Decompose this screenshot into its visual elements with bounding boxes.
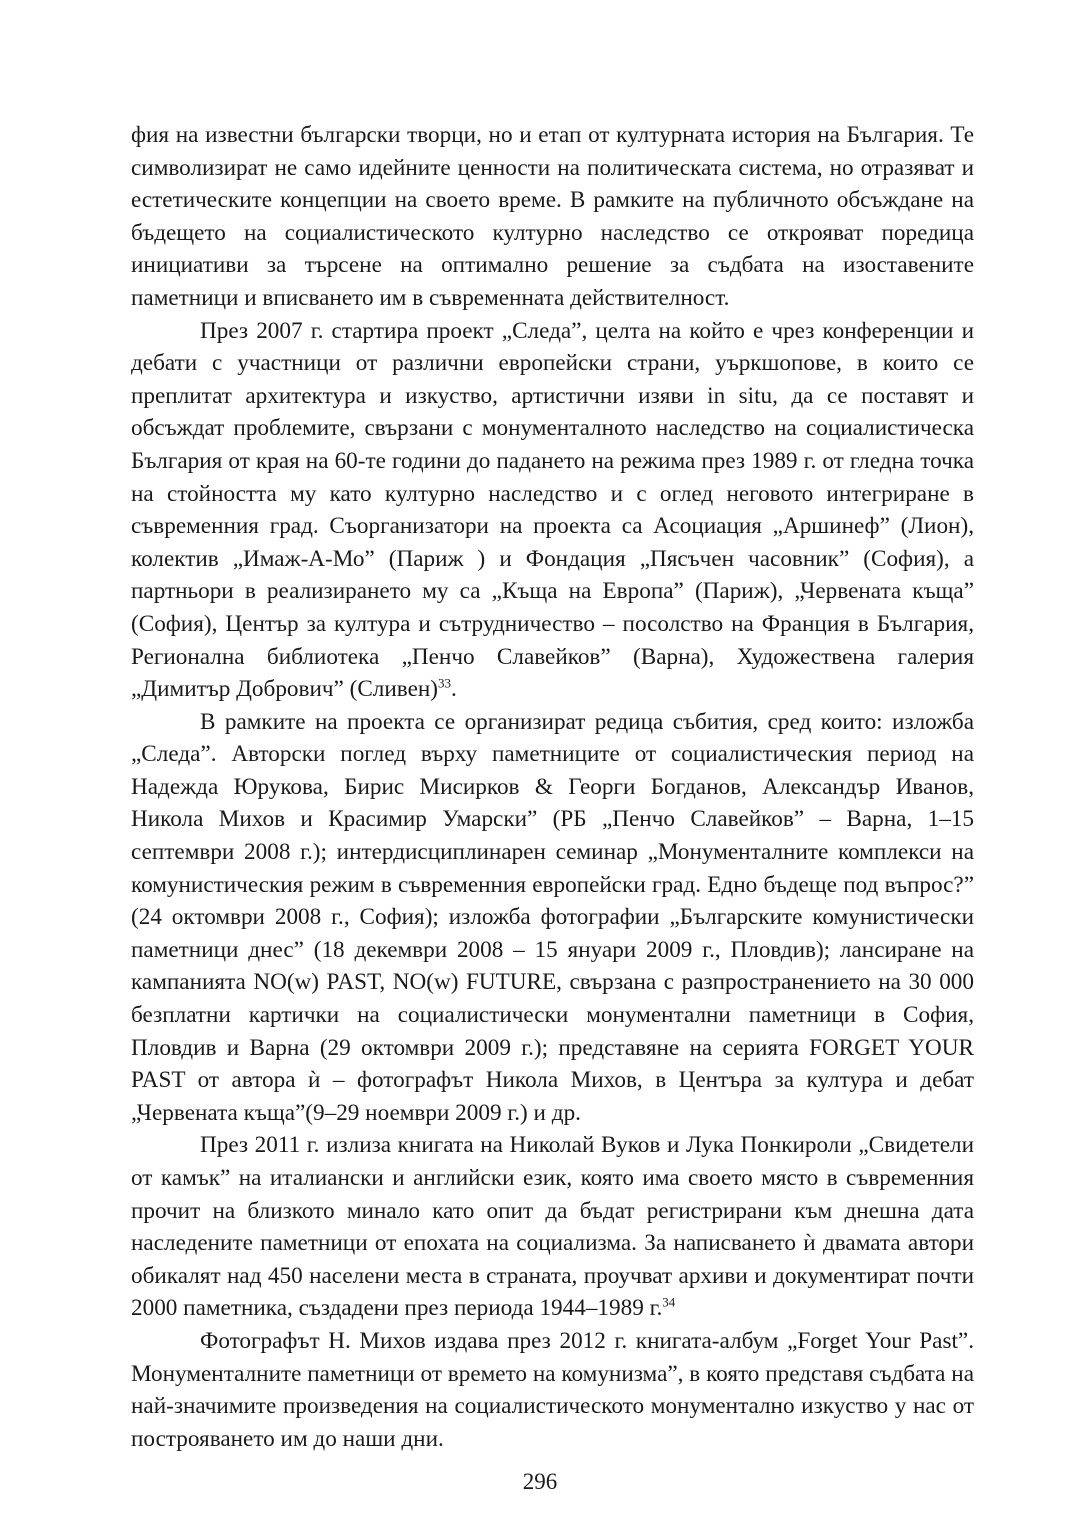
paragraph-5: Фотографът Н. Михов издава през 2012 г. книгата-албум „Forget Your Past”. Монументалните паметници от времето на комунизма”, в която представя съдбата на най-значимите произведения на социалистическото монументално изкуство у нас от построяването им до наши дни.: [131, 1327, 974, 1452]
paragraph-3: В рамките на проекта се организират редица събития, сред които: изложба „Следа”. Авторски поглед върху паметниците от социалистическия период на Надежда Юрукова, Бирис Мисирков & Георги Богданов, Александър Иванов, Никола Михов и Красимир Умарски” (РБ „Пенчо Славейков” – Варна, 1–15 септември 2008 г.); интердисциплинарен семинар „Монументалните комплекси на комунистическия режим в съвременния европейски град. Едно бъдеще под въпрос?” (24 октомври 2008 г., София); изложба фотографии „Българските комунистически паметници днес” (18 декември 2008 – 15 януари 2009 г., Пловдив); лансиране на кампанията NO(w) PAST, NO(w) FUTURE, свързана с разпространението на 30 000 безплатни картички на социалистически монументални паметници в София, Пловдив и Варна (29 октомври 2009 г.); представяне на серията FORGET YOUR PAST от автора ѝ – фотографът Никола Михов, в Центъра за култура и дебат „Червената къща”(9–29 ноември 2009 г.) и др.: [131, 708, 974, 1126]
paragraph-1: фия на известни български творци, но и етап от културната история на България. Те символизират не само идейните ценности на политическата система, но отразяват и естетическите концепции на своето време. В рамките на публичното обсъждане на бъдещето на социалистическото културно наследство се открояват поредица инициативи за търсене на оптимално решение за съдбата на изоставените паметници и вписването им в съвременната действителност.: [131, 122, 974, 311]
paragraph-4: През 2011 г. излиза книгата на Николай Вуков и Лука Понкироли „Свидетели от камък” на италиански и английски език, която има своето място в съвременния прочит на близкото минало като опит да бъдат регистрирани към днешна дата наследените паметници от епохата на социализма. За написването ѝ двамата автори обикалят над 450 населени места в страната, проучват архиви и документират почти 2000 паметника, създадени през периода 1944–1989 г.$^{34}$: [131, 1132, 974, 1322]
page-number: 296: [522, 1469, 558, 1494]
footnote-ref-33: 33: [438, 675, 452, 691]
paragraph-2: През 2007 г. стартира проект „Следа”, целта на който е чрез конференции и дебати с участници от различни европейски страни, уъркшопове, в които се преплитат архитектура и изкуство, артистични изяви in situ, да се поставят и обсъждат проблемите, свързани с монументалното наследство на социалистическа България от края на 60-те години до падането на режима през 1989 г. от гледна точка на стойността му като културно наследство и с оглед неговото интегриране в съвременния град. Съорганизатори на проекта са Асоциация „Аршинеф” (Лион), колектив „Имаж-А-Мо” (Париж ) и Фондация „Пясъчен часовник” (София), а партньори в реализирането му са „Къща на Европа” (Париж), „Червената къща” (София), Център за култура и сътрудничество – посолство на Франция в България, Регионална библиотека „Пенчо Славейков” (Варна), Художествена галерия „Димитър Добрович” (Сливен)$^{33}$.: [131, 317, 974, 703]
body-text: [131, 119, 974, 1455]
footnote-ref-34: 34: [662, 1294, 676, 1310]
